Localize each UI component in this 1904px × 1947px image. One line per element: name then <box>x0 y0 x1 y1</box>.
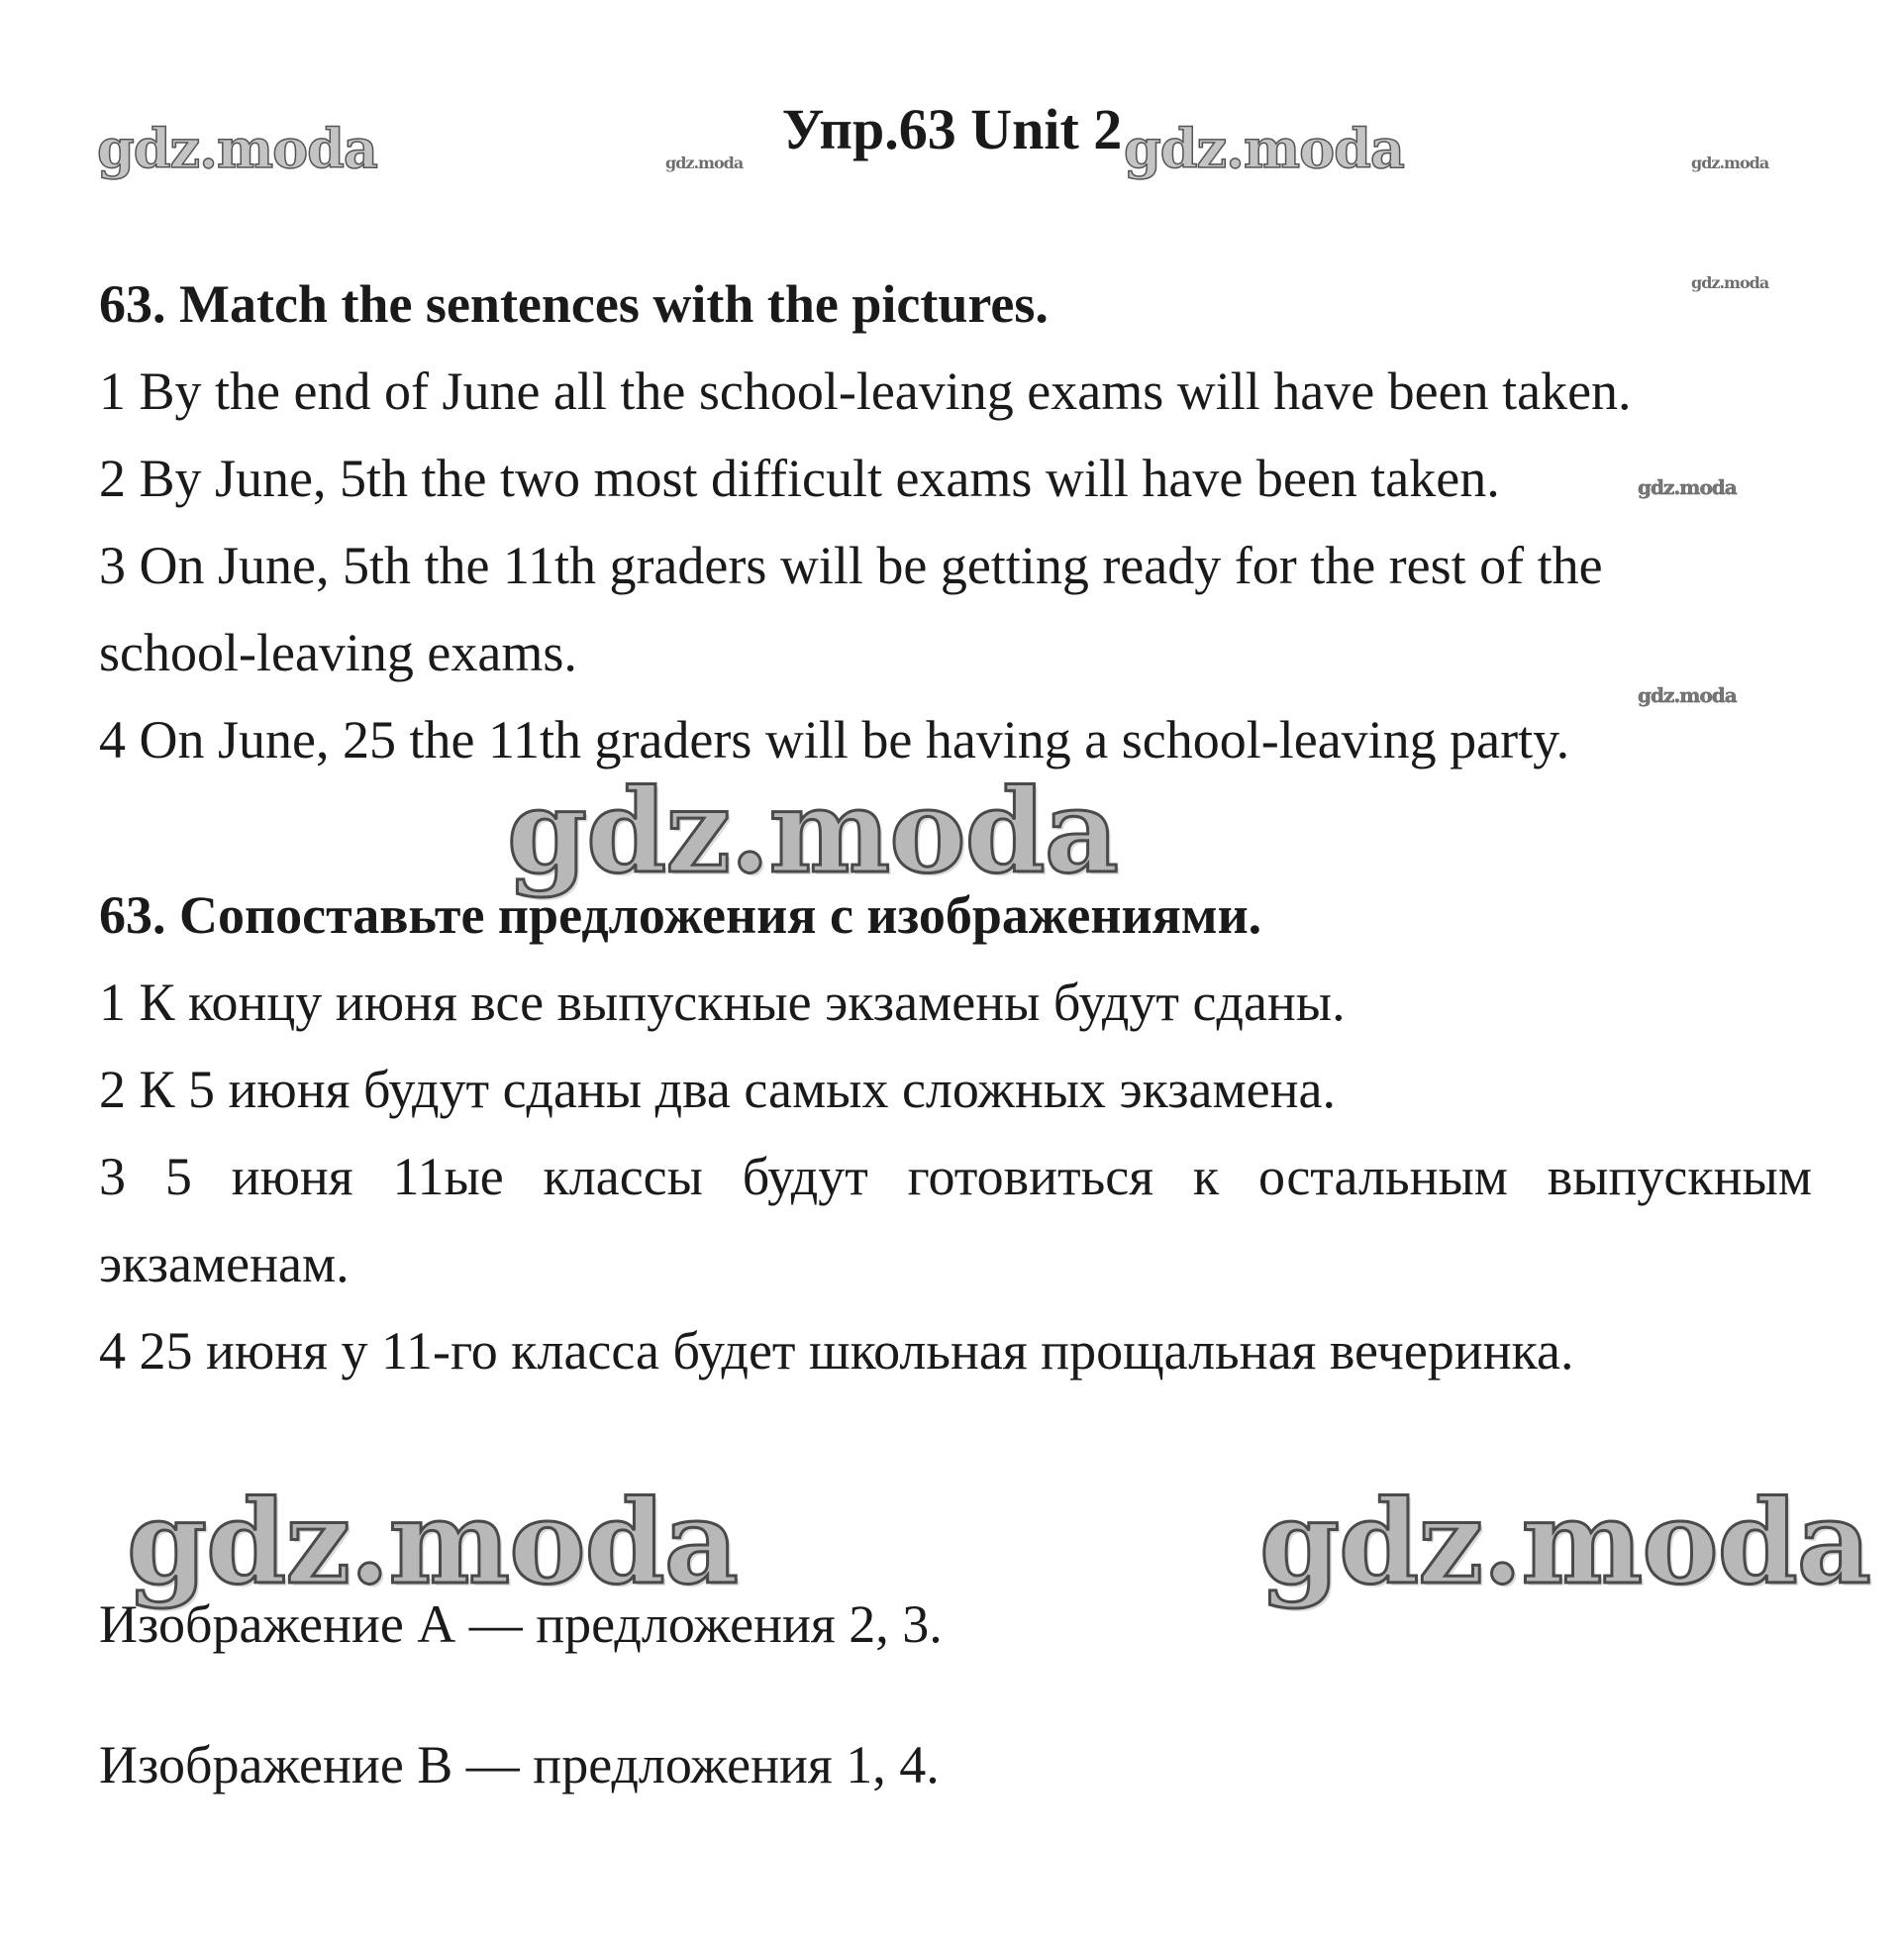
watermark-logo: gdz.moda <box>1638 475 1737 499</box>
watermark-logo: gdz.moda <box>127 1476 738 1610</box>
answer-picture-a: Изображение А — предложения 2, 3. <box>99 1594 943 1654</box>
russian-sentence-1: 1 К концу июня все выпускные экзамены будут сданы. <box>99 973 1346 1032</box>
watermark-logo: gdz.moda <box>1259 1476 1870 1610</box>
russian-heading: 63. Сопоставьте предложения с изображениями. <box>99 885 1262 945</box>
watermark-logo: gdz.moda <box>1691 273 1769 292</box>
russian-sentence-2: 2 К 5 июня будут сданы два самых сложных экзамена. <box>99 1060 1337 1119</box>
english-sentence-3-continued: school-leaving exams. <box>99 623 577 682</box>
english-sentence-4: 4 On June, 25 the 11th graders will be having a school-leaving party. <box>99 710 1570 769</box>
watermark-logo: gdz.moda <box>1124 117 1404 180</box>
watermark-logo: gdz.moda <box>507 765 1118 899</box>
russian-sentence-3: 3 5 июня 11ые классы будут готовиться к остальным выпускным <box>99 1147 1812 1206</box>
watermark-logo: gdz.moda <box>665 154 744 172</box>
russian-sentence-4: 4 25 июня у 11-го класса будет школьная прощальная вечеринка. <box>99 1321 1574 1381</box>
page-title: Упр.63 Unit 2 <box>781 97 1123 161</box>
english-section <box>99 260 1812 783</box>
answer-picture-b: Изображение В — предложения 1, 4. <box>99 1735 940 1794</box>
watermark-logo: gdz.moda <box>1691 154 1769 172</box>
english-sentence-2: 2 By June, 5th the two most difficult exams will have been taken. <box>99 449 1500 508</box>
english-sentence-3: 3 On June, 5th the 11th graders will be getting ready for the rest of the <box>99 536 1603 595</box>
russian-section <box>99 871 1812 1394</box>
watermark-logo: gdz.moda <box>1638 683 1737 707</box>
english-heading: 63. Match the sentences with the pictures. <box>99 274 1049 334</box>
watermark-logo: gdz.moda <box>97 117 377 180</box>
russian-sentence-3-continued: экзаменам. <box>99 1234 350 1293</box>
english-sentence-1: 1 By the end of June all the school-leaving exams will have been taken. <box>99 361 1632 421</box>
